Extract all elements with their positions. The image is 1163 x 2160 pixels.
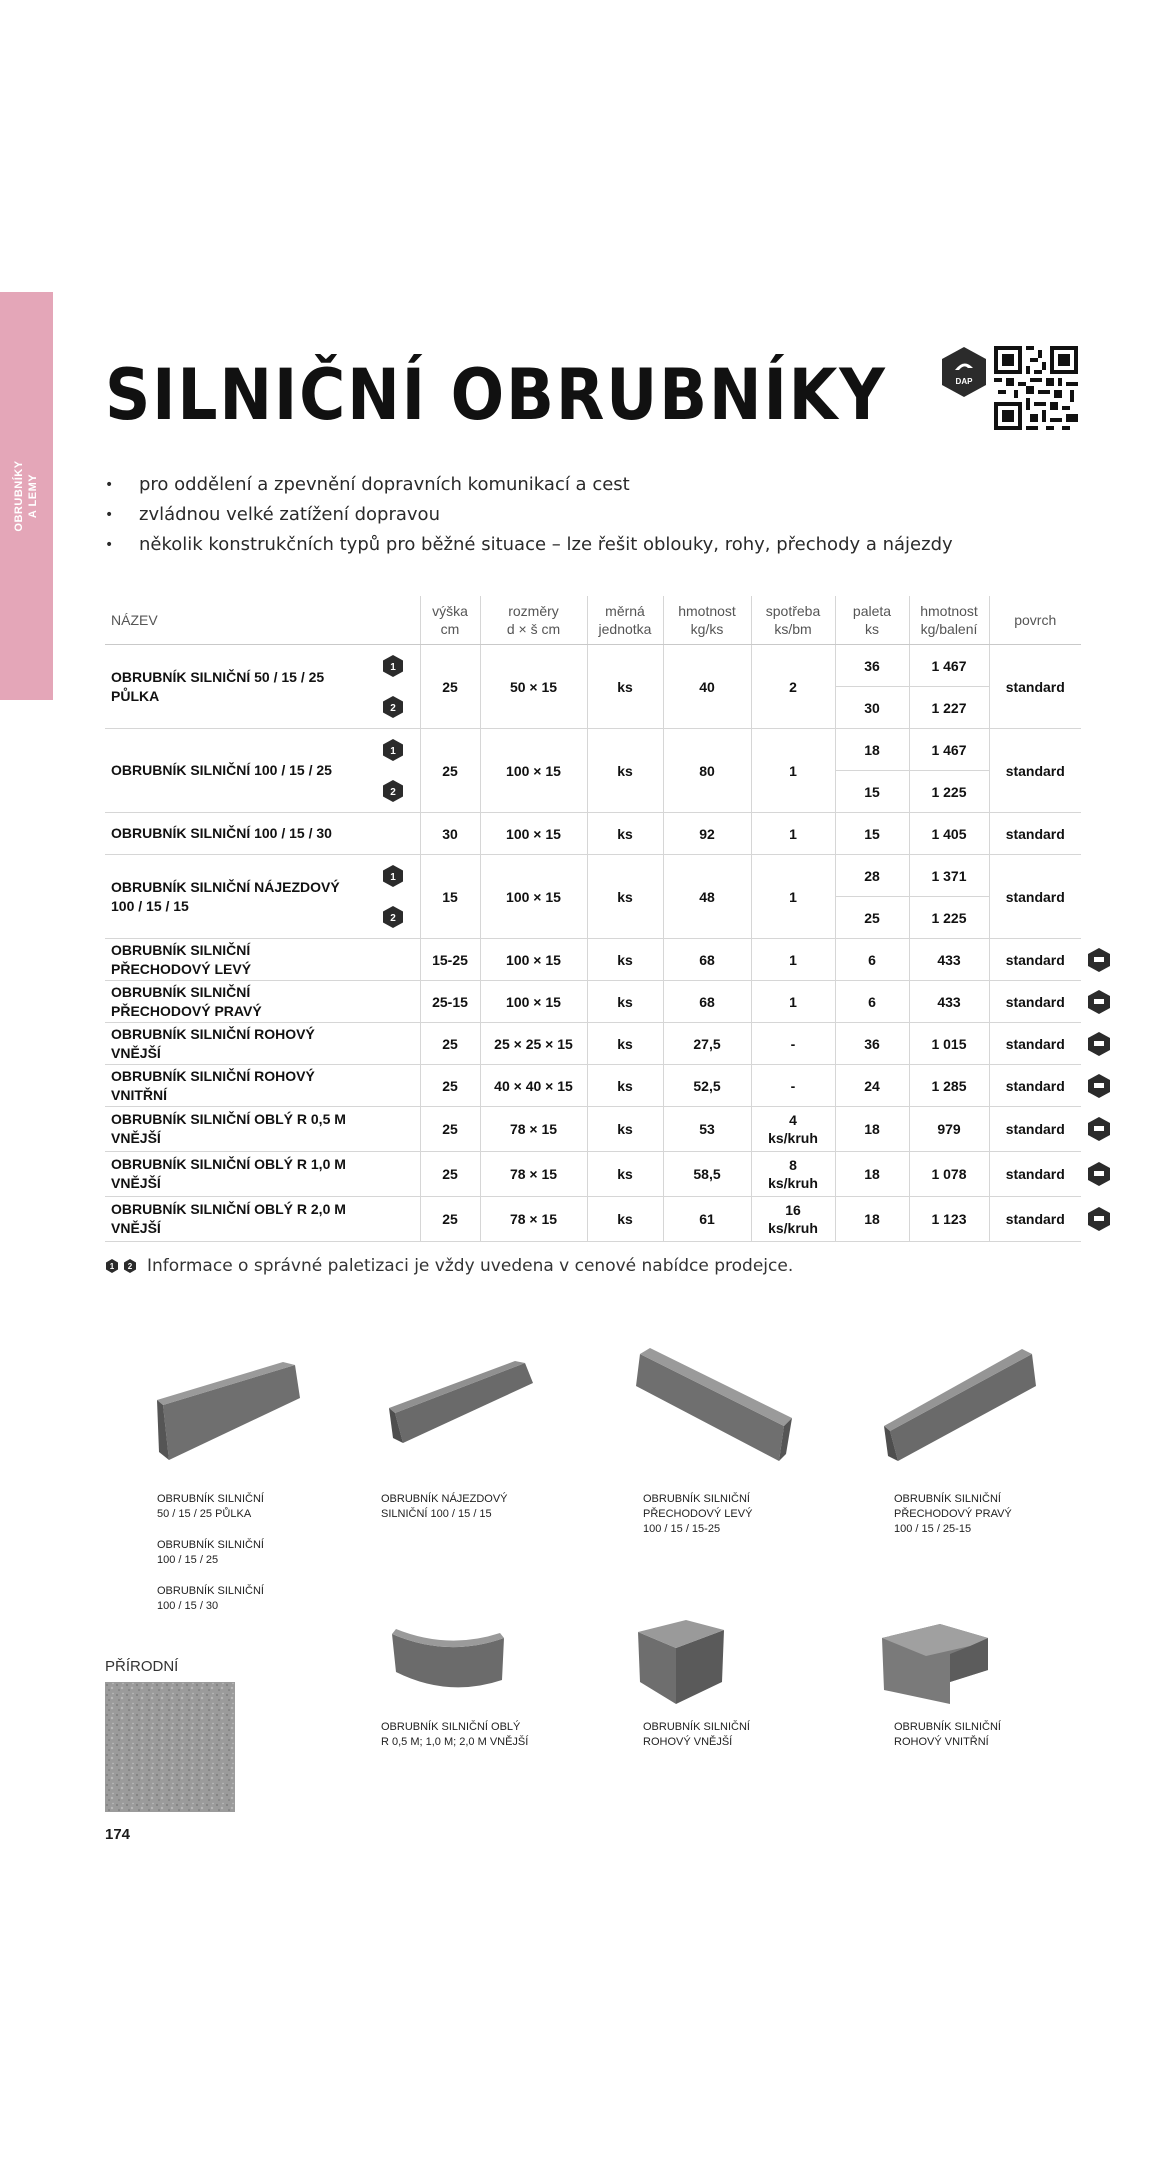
cell-vyska: 25 <box>420 645 480 729</box>
svg-text:1: 1 <box>389 746 396 757</box>
curb-rounded-image <box>388 1628 508 1708</box>
cell-baleni: 433 <box>909 939 989 981</box>
pallet-variant-1-icon <box>382 738 404 762</box>
table-row <box>105 855 1081 897</box>
cell-jednotka: ks <box>587 1023 663 1065</box>
header-name: NÁZEV <box>105 596 420 645</box>
caption-curb-ramp: OBRUBNÍK NÁJEZDOVÝ SILNIČNÍ 100 / 15 / 15 <box>381 1493 508 1520</box>
qr-code-icon[interactable] <box>994 346 1078 430</box>
cell-baleni: 979 <box>909 1107 989 1152</box>
header-hmotnost: hmotnost kg/ks <box>663 596 751 645</box>
table-row <box>105 1023 1081 1065</box>
cell-jednotka: ks <box>587 1107 663 1152</box>
pallet-variant-2-icon <box>382 695 404 719</box>
cell-paleta: 6 <box>835 981 909 1023</box>
caption-transition-left: OBRUBNÍK SILNIČNÍ PŘECHODOVÝ LEVÝ 100 / 15 / 15-25 <box>643 1493 753 1535</box>
cell-povrch: standard <box>989 1107 1081 1152</box>
cell-vyska: 25 <box>420 1065 480 1107</box>
cell-hmotnost: 80 <box>663 729 751 813</box>
cell-paleta: 24 <box>835 1065 909 1107</box>
table-row <box>105 729 1081 771</box>
cell-paleta: 18 <box>835 1152 909 1197</box>
cell-povrch: standard <box>989 813 1081 855</box>
pallet-numbers-icon <box>105 1258 139 1274</box>
side-tab-label <box>12 460 40 531</box>
header-spotreba: spotřeba ks/bm <box>751 596 835 645</box>
cell-rozmery: 25 × 25 × 15 <box>480 1023 587 1065</box>
pallet-note <box>105 1256 793 1276</box>
table-row <box>105 1107 1081 1152</box>
caption-transition-right: OBRUBNÍK SILNIČNÍ PŘECHODOVÝ PRAVÝ 100 / 15 / 25-15 <box>894 1493 1012 1535</box>
table-row <box>105 1197 1081 1242</box>
cell-hmotnost: 61 <box>663 1197 751 1242</box>
dap-small-icon <box>1087 1206 1111 1232</box>
cell-vyska: 25 <box>420 1023 480 1065</box>
feature-text: zvládnou velké zatížení dopravou <box>139 504 440 525</box>
cell-name: OBRUBNÍK SILNIČNÍ OBLÝ R 2,0 M VNĚJŠÍ <box>105 1197 420 1242</box>
caption-curb-pulka: OBRUBNÍK SILNIČNÍ 50 / 15 / 25 PŮLKA <box>157 1493 264 1520</box>
header-paleta: paleta ks <box>835 596 909 645</box>
curb-transition-right-image <box>882 1346 1042 1466</box>
cell-vyska: 25 <box>420 1197 480 1242</box>
cell-hmotnost: 53 <box>663 1107 751 1152</box>
pallet-variant-1-icon <box>382 864 404 888</box>
pallet-variant-1-icon <box>382 654 404 678</box>
cell-jednotka: ks <box>587 813 663 855</box>
cell-vyska: 25 <box>420 1107 480 1152</box>
cell-baleni: 1 405 <box>909 813 989 855</box>
cell-paleta: 30 <box>835 687 909 729</box>
cell-paleta: 28 <box>835 855 909 897</box>
table-row <box>105 1152 1081 1197</box>
cell-vyska: 25 <box>420 729 480 813</box>
dap-small-icon <box>1087 1161 1111 1187</box>
pallet-variant-2-icon <box>382 905 404 929</box>
cell-spotreba: 1 <box>751 939 835 981</box>
cell-jednotka: ks <box>587 645 663 729</box>
svg-text:2: 2 <box>389 703 396 714</box>
cell-name: OBRUBNÍK SILNIČNÍ OBLÝ R 0,5 M VNĚJŠÍ <box>105 1107 420 1152</box>
header-rozmery: rozměry d × š cm <box>480 596 587 645</box>
caption-curb-100-30: OBRUBNÍK SILNIČNÍ 100 / 15 / 30 <box>157 1585 264 1612</box>
table-row <box>105 939 1081 981</box>
cell-vyska: 15 <box>420 855 480 939</box>
dap-badge-icon <box>940 346 988 398</box>
cell-spotreba: - <box>751 1023 835 1065</box>
dap-label: DAP <box>955 377 973 386</box>
cell-hmotnost: 58,5 <box>663 1152 751 1197</box>
cell-hmotnost: 40 <box>663 645 751 729</box>
cell-vyska: 15-25 <box>420 939 480 981</box>
spec-table <box>105 596 1081 1242</box>
svg-text:1: 1 <box>389 662 396 673</box>
curb-ramp-image <box>385 1358 535 1468</box>
cell-paleta: 18 <box>835 1197 909 1242</box>
pallet-note-text: Informace o správné paletizaci je vždy uvedena v cenové nabídce prodejce. <box>147 1256 794 1276</box>
feature-text: několik konstrukčních typů pro běžné situace – lze řešit oblouky, rohy, přechody a nájezdy <box>139 534 953 555</box>
cell-spotreba: 1 <box>751 855 835 939</box>
cell-rozmery: 78 × 15 <box>480 1107 587 1152</box>
cell-paleta: 18 <box>835 1107 909 1152</box>
table-row <box>105 981 1081 1023</box>
cell-name: OBRUBNÍK SILNIČNÍ NÁJEZDOVÝ 100 / 15 / 15 1 2 <box>105 855 420 939</box>
cell-rozmery: 100 × 15 <box>480 813 587 855</box>
svg-text:2: 2 <box>389 913 396 924</box>
cell-baleni: 1 467 <box>909 729 989 771</box>
cell-baleni: 1 285 <box>909 1065 989 1107</box>
cell-povrch: standard <box>989 729 1081 813</box>
pallet-variant-2-icon <box>382 779 404 803</box>
feature-item: • několik konstrukčních typů pro běžné situace – lze řešit oblouky, rohy, přechody a nájezdy <box>105 534 953 555</box>
header-vyska: výška cm <box>420 596 480 645</box>
cell-povrch: standard <box>989 981 1081 1023</box>
header-jednotka: měrná jednotka <box>587 596 663 645</box>
cell-povrch: standard <box>989 1197 1081 1242</box>
cell-vyska: 30 <box>420 813 480 855</box>
cell-name: OBRUBNÍK SILNIČNÍ PŘECHODOVÝ PRAVÝ <box>105 981 420 1023</box>
curb-straight-image <box>155 1360 305 1470</box>
cell-rozmery: 100 × 15 <box>480 729 587 813</box>
table-row <box>105 813 1081 855</box>
dap-small-icon <box>1087 989 1111 1015</box>
cell-baleni: 1 227 <box>909 687 989 729</box>
dap-small-icon <box>1087 1116 1111 1142</box>
cell-hmotnost: 92 <box>663 813 751 855</box>
cell-povrch: standard <box>989 1065 1081 1107</box>
cell-jednotka: ks <box>587 1065 663 1107</box>
cell-paleta: 15 <box>835 771 909 813</box>
cell-jednotka: ks <box>587 729 663 813</box>
feature-item: • pro oddělení a zpevnění dopravních komunikací a cest <box>105 474 630 495</box>
cell-spotreba: 2 <box>751 645 835 729</box>
curb-transition-left-image <box>634 1346 794 1466</box>
corner-inner-image <box>880 1620 990 1706</box>
cell-povrch: standard <box>989 645 1081 729</box>
cell-rozmery: 100 × 15 <box>480 981 587 1023</box>
feature-text: pro oddělení a zpevnění dopravních komunikací a cest <box>139 474 630 495</box>
cell-hmotnost: 48 <box>663 855 751 939</box>
cell-hmotnost: 68 <box>663 981 751 1023</box>
section-side-tab <box>0 292 53 700</box>
cell-name: OBRUBNÍK SILNIČNÍ PŘECHODOVÝ LEVÝ <box>105 939 420 981</box>
cell-jednotka: ks <box>587 939 663 981</box>
corner-outer-image <box>636 1620 726 1706</box>
cell-jednotka: ks <box>587 1152 663 1197</box>
cell-paleta: 36 <box>835 1023 909 1065</box>
cell-baleni: 1 123 <box>909 1197 989 1242</box>
side-tab-line2: A LEMY <box>27 473 39 519</box>
cell-jednotka: ks <box>587 855 663 939</box>
cell-spotreba: 16 ks/kruh <box>751 1197 835 1242</box>
cell-name: OBRUBNÍK SILNIČNÍ OBLÝ R 1,0 M VNĚJŠÍ <box>105 1152 420 1197</box>
dap-small-icon <box>1087 1031 1111 1057</box>
caption-rounded: OBRUBNÍK SILNIČNÍ OBLÝ R 0,5 M; 1,0 M; 2,0 M VNĚJŠÍ <box>381 1721 529 1748</box>
cell-vyska: 25-15 <box>420 981 480 1023</box>
cell-spotreba: 4 ks/kruh <box>751 1107 835 1152</box>
cell-name: OBRUBNÍK SILNIČNÍ 100 / 15 / 25 1 2 <box>105 729 420 813</box>
cell-rozmery: 100 × 15 <box>480 855 587 939</box>
cell-hmotnost: 68 <box>663 939 751 981</box>
caption-curb-100-25: OBRUBNÍK SILNIČNÍ 100 / 15 / 25 <box>157 1539 264 1566</box>
feature-list <box>105 470 953 560</box>
cell-paleta: 18 <box>835 729 909 771</box>
cell-rozmery: 78 × 15 <box>480 1197 587 1242</box>
cell-spotreba: - <box>751 1065 835 1107</box>
cell-vyska: 25 <box>420 1152 480 1197</box>
page-title: SILNIČNÍ OBRUBNÍKY <box>105 354 887 436</box>
dap-small-icon <box>1087 947 1111 973</box>
cell-rozmery: 40 × 40 × 15 <box>480 1065 587 1107</box>
caption-corner-inner: OBRUBNÍK SILNIČNÍ ROHOVÝ VNITŘNÍ <box>894 1721 1001 1748</box>
cell-jednotka: ks <box>587 981 663 1023</box>
cell-povrch: standard <box>989 1023 1081 1065</box>
header-povrch: povrch <box>989 596 1081 645</box>
cell-paleta: 6 <box>835 939 909 981</box>
table-row <box>105 645 1081 687</box>
cell-spotreba: 8 ks/kruh <box>751 1152 835 1197</box>
surface-label: PŘÍRODNÍ <box>105 1658 179 1675</box>
header-baleni: hmotnost kg/balení <box>909 596 989 645</box>
cell-povrch: standard <box>989 939 1081 981</box>
cell-paleta: 36 <box>835 645 909 687</box>
cell-paleta: 25 <box>835 897 909 939</box>
svg-text:2: 2 <box>389 787 396 798</box>
table-header-row <box>105 596 1081 645</box>
side-tab-line1: OBRUBNÍKY <box>13 460 25 532</box>
cell-spotreba: 1 <box>751 729 835 813</box>
cell-name: OBRUBNÍK SILNIČNÍ ROHOVÝ VNĚJŠÍ <box>105 1023 420 1065</box>
cell-hmotnost: 27,5 <box>663 1023 751 1065</box>
cell-rozmery: 78 × 15 <box>480 1152 587 1197</box>
cell-spotreba: 1 <box>751 981 835 1023</box>
cell-baleni: 1 225 <box>909 771 989 813</box>
cell-name: OBRUBNÍK SILNIČNÍ ROHOVÝ VNITŘNÍ <box>105 1065 420 1107</box>
svg-text:1: 1 <box>109 1262 115 1271</box>
surface-swatch-image <box>105 1682 235 1812</box>
cell-povrch: standard <box>989 1152 1081 1197</box>
cell-jednotka: ks <box>587 1197 663 1242</box>
svg-text:1: 1 <box>389 872 396 883</box>
cell-baleni: 433 <box>909 981 989 1023</box>
cell-baleni: 1 371 <box>909 855 989 897</box>
svg-text:2: 2 <box>127 1262 133 1271</box>
page-number: 174 <box>105 1826 131 1843</box>
cell-baleni: 1 225 <box>909 897 989 939</box>
cell-baleni: 1 467 <box>909 645 989 687</box>
cell-spotreba: 1 <box>751 813 835 855</box>
cell-name: OBRUBNÍK SILNIČNÍ 50 / 15 / 25 PŮLKA 1 2 <box>105 645 420 729</box>
cell-rozmery: 50 × 15 <box>480 645 587 729</box>
cell-rozmery: 100 × 15 <box>480 939 587 981</box>
cell-paleta: 15 <box>835 813 909 855</box>
caption-corner-outer: OBRUBNÍK SILNIČNÍ ROHOVÝ VNĚJŠÍ <box>643 1721 750 1748</box>
cell-povrch: standard <box>989 855 1081 939</box>
cell-hmotnost: 52,5 <box>663 1065 751 1107</box>
spec-table-body <box>105 645 1081 1242</box>
cell-baleni: 1 015 <box>909 1023 989 1065</box>
cell-name: OBRUBNÍK SILNIČNÍ 100 / 15 / 30 <box>105 813 420 855</box>
feature-item: • zvládnou velké zatížení dopravou <box>105 504 440 525</box>
table-row <box>105 1065 1081 1107</box>
cell-baleni: 1 078 <box>909 1152 989 1197</box>
dap-small-icon <box>1087 1073 1111 1099</box>
